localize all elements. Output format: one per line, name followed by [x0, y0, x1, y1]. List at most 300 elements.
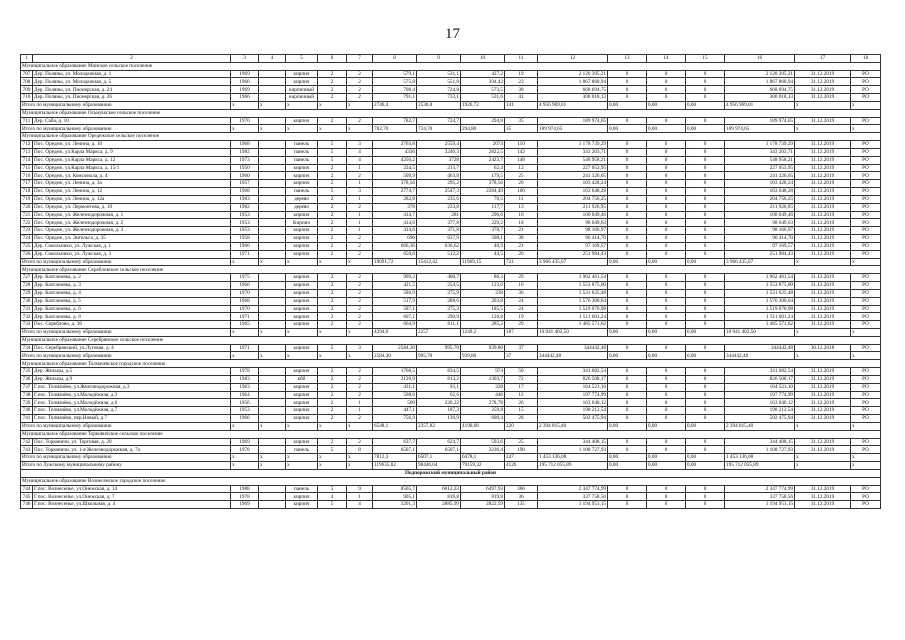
table-cell: 4 — [347, 501, 373, 509]
table-row — [21, 274, 881, 282]
table-cell: 0 — [608, 321, 647, 329]
table-cell: 0 — [608, 242, 647, 250]
table-cell: 517,9 — [373, 297, 417, 305]
section-heading: Муниципальное образование Серебрянское сельское поселение — [21, 336, 881, 344]
table-cell: 189 974,65 — [538, 117, 608, 125]
table-cell: 344442,48 — [725, 344, 795, 352]
table-row — [21, 344, 881, 352]
table-cell: 3 966 435,07 — [538, 258, 608, 266]
table-cell: 0 — [686, 188, 725, 196]
table-cell: 1 962 461,54 — [725, 274, 795, 282]
table-cell: 508,6 — [373, 391, 417, 399]
table-cell: 86,3 — [461, 274, 505, 282]
table-cell: 233,8 — [417, 203, 461, 211]
table-row — [21, 203, 881, 211]
table-cell: 2 — [347, 438, 373, 446]
table-cell: РО — [851, 289, 881, 297]
table-cell: 0 — [608, 86, 647, 94]
table-cell: 710 — [21, 94, 33, 102]
table-cell: 1966 — [231, 415, 259, 423]
table-cell: 230,22 — [417, 399, 461, 407]
table-cell: 211 926,95 — [538, 203, 608, 211]
table-cell: 5 — [318, 344, 347, 352]
table-cell: 1969 — [231, 501, 259, 509]
table-cell: дерево — [286, 195, 318, 203]
section-heading: Муниципальное образование Скребловское сельское поселение — [21, 266, 881, 274]
table-cell: Пос. Оредеж, ул. Ленина, д. 12 — [33, 188, 231, 196]
table-cell: 0 — [647, 282, 686, 290]
table-cell: 0 — [608, 219, 647, 227]
table-cell: Дер. Калгановка, д. 4 — [33, 289, 231, 297]
table-cell: Дер. Сокольники, ул. Лужская, д. 1 — [33, 242, 231, 250]
table-cell: 2284,49 — [461, 188, 505, 196]
table-cell: 241 326,65 — [725, 172, 795, 180]
table-cell: 0 — [608, 78, 647, 86]
table-cell: 0 — [608, 305, 647, 313]
table-cell: Пос. Оредеж, ул. Железнодорожная, д. 2 — [33, 219, 231, 227]
table-cell: 31.12.2019 — [795, 211, 851, 219]
table-cell: 1956 — [231, 399, 259, 407]
column-number-cell: 1 — [21, 55, 33, 63]
table-cell: Пос. Торковичи, ул. 1-я Железнодорожная, д. 7а — [33, 446, 231, 454]
table-cell: 2 — [347, 274, 373, 282]
table-cell: 1968 — [231, 188, 259, 196]
table-cell: 995,70 — [417, 344, 461, 352]
table-cell: 337 758,56 — [538, 493, 608, 501]
table-cell: 24 — [505, 305, 538, 313]
table-cell: 2 — [347, 289, 373, 297]
table-cell — [259, 219, 286, 227]
table-cell: x — [851, 328, 881, 336]
table-cell: 624,7 — [417, 438, 461, 446]
table-cell: 70,5 — [461, 195, 505, 203]
table-cell: 0 — [608, 383, 647, 391]
table-cell: x — [231, 258, 259, 266]
section-heading-row — [21, 336, 881, 344]
table-cell: 2 — [347, 313, 373, 321]
table-cell: 3 — [347, 188, 373, 196]
table-cell: 41 — [505, 94, 538, 102]
table-cell: Дер. Поляны, ул. Молодежная, д. 5 — [33, 78, 231, 86]
table-cell: 1 553 875,00 — [538, 282, 608, 290]
table-cell — [259, 94, 286, 102]
table-cell: 35 — [505, 117, 538, 125]
table-cell: 2885,99 — [417, 501, 461, 509]
table-cell: Пос. Оредеж, ул. Лермонтова, д. 10 — [33, 203, 231, 211]
total-row — [21, 422, 881, 430]
table-cell: x — [347, 101, 373, 109]
table-cell: 6507,1 — [417, 454, 461, 462]
table-cell: 31.12.2019 — [795, 501, 851, 509]
table-cell: 28 — [505, 415, 538, 423]
table-cell: кирпич — [286, 305, 318, 313]
total-label: Итого по муниципальному образованию — [21, 328, 231, 336]
table-cell: 2 — [347, 70, 373, 78]
table-cell: 721 — [505, 258, 538, 266]
table-cell: 745 — [21, 493, 33, 501]
table-cell: 18 — [505, 219, 538, 227]
table-cell: 721 — [21, 211, 33, 219]
table-cell: 727 — [21, 274, 33, 282]
table-cell — [259, 313, 286, 321]
table-cell: 0 — [647, 195, 686, 203]
table-cell: x — [286, 328, 318, 336]
table-cell: 2 — [347, 250, 373, 258]
table-cell: Пос. Оредеж, ул. Ленина, д. 3а — [33, 180, 231, 188]
table-cell: 1768,5 — [373, 368, 417, 376]
table-cell: РО — [851, 148, 881, 156]
table-cell: 0,00 — [608, 258, 647, 266]
table-cell: кирпич — [286, 172, 318, 180]
table-cell: 0 — [647, 438, 686, 446]
table-cell: x — [318, 422, 347, 430]
table-cell: 0 — [608, 235, 647, 243]
table-cell — [259, 148, 286, 156]
table-cell: x — [851, 352, 881, 360]
table-cell: кирпич — [286, 415, 318, 423]
table-cell: 714 — [21, 156, 33, 164]
table-cell: x — [286, 101, 318, 109]
table-cell: 4 956 969,01 — [725, 101, 795, 109]
table-cell — [259, 297, 286, 305]
table-cell: 96 414,70 — [538, 235, 608, 243]
table-cell: 31.12.2019 — [795, 391, 851, 399]
table-row — [21, 250, 881, 258]
table-row — [21, 399, 881, 407]
table-cell: 275,3 — [417, 305, 461, 313]
table-cell: 782,7 — [373, 117, 417, 125]
table-cell: 93,1 — [417, 383, 461, 391]
table-cell: 4336 — [373, 148, 417, 156]
table-cell: 241 326,65 — [538, 172, 608, 180]
table-cell: РО — [851, 297, 881, 305]
total-label: Итого по муниципальному образованию — [21, 101, 231, 109]
table-cell: 2 — [318, 219, 347, 227]
table-cell: 148 — [505, 156, 538, 164]
section-heading: Муниципальное образование Толмачевское городское поселение — [21, 360, 881, 368]
table-cell: 0 — [686, 391, 725, 399]
table-cell: 1 453 136,08 — [538, 454, 608, 462]
table-cell: Дер. Поляны, ул. Молодежная, д. 1 — [33, 70, 231, 78]
table-cell: 551,8 — [417, 78, 461, 86]
table-cell: кирпич — [286, 391, 318, 399]
table-cell: 247 — [505, 454, 538, 462]
table-cell — [259, 485, 286, 493]
table-cell: x — [795, 462, 851, 470]
table-cell: 0 — [608, 180, 647, 188]
table-cell: 21 — [505, 227, 538, 235]
table-cell: Г.пос. Толмачёво, ул.Молодёжная, д.7 — [33, 407, 231, 415]
table-cell — [259, 195, 286, 203]
table-cell: x — [286, 258, 318, 266]
table-cell: 586,9 — [373, 289, 417, 297]
table-cell: x — [259, 422, 286, 430]
table-cell: Дер. Калгановка, д. 5 — [33, 297, 231, 305]
table-cell: 1 519 070,98 — [538, 305, 608, 313]
table-cell: 0,00 — [647, 101, 686, 109]
table-cell: 189 974,65 — [725, 125, 795, 133]
table-cell: 2 — [318, 211, 347, 219]
table-cell: РО — [851, 156, 881, 164]
table-cell: 4190,68 — [461, 422, 505, 430]
table-cell: 2 — [318, 407, 347, 415]
table-cell: 98 649,63 — [725, 219, 795, 227]
table-cell: 1 531 625,48 — [538, 289, 608, 297]
table-cell: 0 — [686, 70, 725, 78]
table-cell: 1 178 739,29 — [538, 141, 608, 149]
table-cell — [259, 188, 286, 196]
column-number-cell: 14 — [647, 55, 686, 63]
table-cell: 5 — [318, 148, 347, 156]
table-cell: кирпич — [286, 227, 318, 235]
table-cell: 4 — [318, 493, 347, 501]
table-cell: 1970 — [231, 305, 259, 313]
table-cell: панель — [286, 141, 318, 149]
total-row — [21, 328, 881, 336]
table-cell: 1966 — [231, 78, 259, 86]
table-cell: 31.12.2019 — [795, 399, 851, 407]
table-cell: 6548,1 — [373, 422, 417, 430]
table-cell: 234,5 — [373, 164, 417, 172]
table-cell: 31.12.2019 — [795, 70, 851, 78]
table-cell — [259, 203, 286, 211]
table-cell: 0 — [686, 289, 725, 297]
table-cell: 2 — [318, 321, 347, 329]
table-cell: 8505,7 — [373, 485, 417, 493]
table-cell: 344 408,15 — [538, 438, 608, 446]
table-cell: 2074 — [461, 141, 505, 149]
table-cell: 1 — [347, 180, 373, 188]
table-cell: Дер. Поляны, ул. Пионерская, д. 26 — [33, 94, 231, 102]
column-number-cell: 12 — [538, 55, 608, 63]
table-cell: 2547,3 — [417, 188, 461, 196]
table-cell: 1 485 571,62 — [538, 321, 608, 329]
column-number-cell: 13 — [608, 55, 647, 63]
table-cell: 198 212,54 — [538, 407, 608, 415]
table-row — [21, 282, 881, 290]
table-cell: кирпич — [286, 321, 318, 329]
table-cell: 0,00 — [686, 125, 725, 133]
table-cell: x — [347, 258, 373, 266]
table-row — [21, 86, 881, 94]
table-cell: 2 347 774,99 — [538, 485, 608, 493]
table-cell: 0 — [608, 94, 647, 102]
table-cell: 1 576 300,64 — [725, 297, 795, 305]
table-cell: Г.пос. Толмачёво, ул.Железнодорожная, д.3 — [33, 383, 231, 391]
table-cell: 509 — [373, 399, 417, 407]
table-cell: 29 — [505, 321, 538, 329]
table-cell: 1 — [347, 164, 373, 172]
table-cell: 0 — [686, 172, 725, 180]
column-number-cell: 17 — [795, 55, 851, 63]
table-cell: 6507,1 — [417, 446, 461, 454]
table-cell: 197 774,99 — [725, 391, 795, 399]
table-cell: 718 — [21, 188, 33, 196]
table-cell: 19091,72 — [373, 258, 417, 266]
table-cell: 0 — [686, 141, 725, 149]
table-cell: 31.12.2019 — [795, 383, 851, 391]
table-cell: кирпичный — [286, 86, 318, 94]
table-cell: 98 166,97 — [725, 227, 795, 235]
table-cell: 1 194 951,15 — [725, 501, 795, 509]
table-cell: 791,1 — [373, 94, 417, 102]
table-cell: 724,70 — [417, 125, 461, 133]
table-cell: 939,80 — [461, 352, 505, 360]
table-cell: 0 — [647, 501, 686, 509]
table-cell: кбб — [286, 375, 318, 383]
table-cell: 1958 — [231, 235, 259, 243]
table-cell: x — [231, 328, 259, 336]
table-cell: Г.пос. Толмачёво, ул.Молодёжная, д.3 — [33, 391, 231, 399]
table-cell: Дер. Калгановка, д. 2 — [33, 274, 231, 282]
table-cell: 2 — [347, 305, 373, 313]
table-cell: 0 — [608, 313, 647, 321]
table-cell: Г.пос. Вознесенье, ул.Онежская, д. 7 — [33, 493, 231, 501]
table-cell: 2 — [347, 172, 373, 180]
table-cell: Пос. Оредеж, ул. Комсомола, д. 4 — [33, 172, 231, 180]
table-cell: кирпич — [286, 313, 318, 321]
table-cell: 213,7 — [417, 164, 461, 172]
table-cell: 1969 — [231, 438, 259, 446]
table-cell: Дер. Сокольники, ул. Лужская, д. 3 — [33, 250, 231, 258]
table-cell: 0 — [686, 242, 725, 250]
table-cell: РО — [851, 188, 881, 196]
table-cell: 0,00 — [647, 454, 686, 462]
table-cell — [259, 211, 286, 219]
table-cell: 813,2 — [417, 375, 461, 383]
table-cell: 0 — [647, 415, 686, 423]
table-cell: x — [347, 125, 373, 133]
table-cell: 2 — [318, 172, 347, 180]
table-cell: 0 — [686, 399, 725, 407]
table-cell: кирпич — [286, 78, 318, 86]
table-cell: 370,7 — [461, 227, 505, 235]
table-cell: 531,1 — [417, 70, 461, 78]
table-cell: 4 — [347, 148, 373, 156]
table-cell: 394,42 — [461, 78, 505, 86]
table-cell: 2257 — [417, 328, 461, 336]
table-cell: 31.12.2019 — [795, 219, 851, 227]
table-cell: 2 — [318, 78, 347, 86]
table-cell: 163 640,12 — [725, 399, 795, 407]
table-cell: 0 — [686, 219, 725, 227]
table-cell: 1 — [347, 219, 373, 227]
table-cell: 0,00 — [608, 125, 647, 133]
table-cell: 0 — [686, 195, 725, 203]
table-cell: РО — [851, 141, 881, 149]
table-cell: 117,7 — [461, 203, 505, 211]
total-row — [21, 352, 881, 360]
table-cell: 2357,82 — [417, 422, 461, 430]
table-cell: 2 — [318, 164, 347, 172]
table-cell: 1 531 625,48 — [725, 289, 795, 297]
table-cell: 0 — [647, 383, 686, 391]
table-cell: 724 — [21, 235, 33, 243]
table-cell: 37 — [505, 344, 538, 352]
table-cell: 0 — [686, 383, 725, 391]
table-cell: 2774,7 — [373, 188, 417, 196]
table-cell: 0,00 — [608, 454, 647, 462]
table-cell: кирпич — [286, 274, 318, 282]
table-cell: 734 — [21, 344, 33, 352]
table-cell: 1 — [347, 211, 373, 219]
table-cell: 2746,4 — [373, 101, 417, 109]
table-cell: x — [231, 101, 259, 109]
table-cell: 344442,48 — [725, 352, 795, 360]
table-cell: x — [851, 462, 881, 470]
table-cell: 0 — [608, 391, 647, 399]
table-cell: 2 — [347, 242, 373, 250]
table-cell: 0 — [647, 313, 686, 321]
table-cell: 0,00 — [686, 328, 725, 336]
table-cell: 708 — [21, 78, 33, 86]
table-cell: 227 053,95 — [538, 164, 608, 172]
total-row — [21, 454, 881, 462]
table-cell: 2126,9 — [373, 375, 417, 383]
table-cell: 31.12.2019 — [795, 407, 851, 415]
table-cell: 1971 — [231, 344, 259, 352]
table-cell: 0 — [647, 211, 686, 219]
table-cell: 0,00 — [647, 125, 686, 133]
table-cell: 0 — [686, 485, 725, 493]
table-row — [21, 493, 881, 501]
table-cell: 668 694,75 — [725, 86, 795, 94]
table-cell: 31.12.2019 — [795, 438, 851, 446]
table-cell: 4 956 969,01 — [538, 101, 608, 109]
table-cell: 819,8 — [461, 493, 505, 501]
table-cell: x — [347, 454, 373, 462]
table-cell: 123,6 — [461, 282, 505, 290]
table-cell: x — [795, 258, 851, 266]
table-cell: x — [318, 101, 347, 109]
table-cell: 0 — [686, 493, 725, 501]
table-cell: 2 — [347, 203, 373, 211]
table-cell: 254,5 — [417, 282, 461, 290]
total-label: Итого по Лужскому муниципальному району — [21, 462, 231, 470]
table-cell: Пос. Оредеж, ул. Энгельса, д. 35 — [33, 235, 231, 243]
table-cell: 1966 — [231, 242, 259, 250]
table-cell: 0 — [686, 235, 725, 243]
page-number: 17 — [445, 26, 460, 42]
table-cell: x — [795, 101, 851, 109]
table-cell: 31.12.2019 — [795, 188, 851, 196]
table-cell: 344442,48 — [538, 352, 608, 360]
table-cell: 79159,32 — [461, 462, 505, 470]
column-number-cell: 8 — [373, 55, 417, 63]
table-cell: 36 — [505, 289, 538, 297]
table-cell: кирпич — [286, 399, 318, 407]
table-row — [21, 305, 881, 313]
table-cell: 0 — [608, 164, 647, 172]
table-cell: 0 — [608, 297, 647, 305]
table-cell: 220 — [505, 422, 538, 430]
table-cell — [259, 415, 286, 423]
region-heading-row — [21, 469, 881, 477]
table-cell: 204 756,25 — [725, 195, 795, 203]
table-cell: 31.12.2019 — [795, 321, 851, 329]
table-cell: 1 — [347, 407, 373, 415]
table-cell: 502 475,94 — [725, 415, 795, 423]
table-cell: 1983 — [231, 375, 259, 383]
table-cell — [259, 321, 286, 329]
column-number-cell: 2 — [33, 55, 231, 63]
table-cell: РО — [851, 180, 881, 188]
table-cell: 2 120 395,21 — [725, 70, 795, 78]
total-label: Итого по муниципальному образованию — [21, 125, 231, 133]
table-cell: 2 — [347, 86, 373, 94]
table-cell: 1978 — [231, 493, 259, 501]
table-cell: 1971 — [231, 250, 259, 258]
